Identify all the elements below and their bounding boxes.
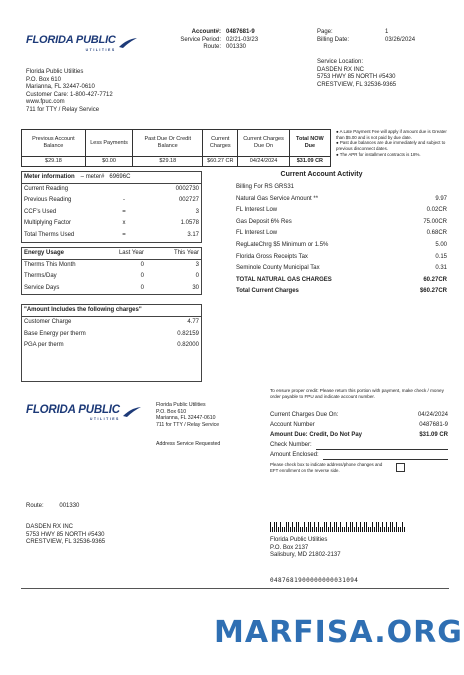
watermark-logo: MARFISA.ORG xyxy=(214,615,463,650)
usage-row xyxy=(22,260,201,272)
activity-row-value: 0.15 xyxy=(435,253,447,260)
barcode-bar xyxy=(328,527,329,532)
activity-row-label: Florida Gross Receipts Tax xyxy=(236,253,308,260)
barcode-bar xyxy=(270,522,271,532)
payment-address-line: Florida Public Utilities xyxy=(270,537,328,543)
account-header xyxy=(170,29,258,52)
barcode-bar xyxy=(404,527,405,532)
barcode-bar xyxy=(300,527,301,532)
summary-header: Previous Account Balance xyxy=(22,130,86,157)
stub-brand-logo xyxy=(26,403,141,422)
barcode-bar xyxy=(368,527,369,532)
customer-line: CRESTVIEW, FL 32536-9365 xyxy=(26,539,106,545)
barcode-bar xyxy=(346,522,347,532)
usage-row-last: 0 xyxy=(140,261,144,268)
barcode-bar xyxy=(374,527,375,532)
barcode-bar xyxy=(354,527,355,532)
brand-sub: UTILITIES xyxy=(85,47,116,52)
barcode-bar xyxy=(292,522,293,532)
included-row-label: PGA per therm xyxy=(24,342,64,349)
activity-row xyxy=(234,263,449,275)
meter-row-op: = xyxy=(122,232,126,239)
summary-header: Total NOW Due xyxy=(289,130,330,157)
stub-brand-name: FLORIDA PUBLIC xyxy=(26,404,120,416)
meter-row-op: = xyxy=(122,208,126,215)
brand-logo xyxy=(26,34,137,52)
late-fee-note: A Late Payment Fee will apply if amount due is Greater than $5.00 and is not paid by due date. xyxy=(336,129,447,140)
stub-due-label: Current Charges Due On: xyxy=(270,412,339,419)
barcode-bar xyxy=(362,527,363,532)
barcode-bar xyxy=(364,522,365,532)
activity-total-row xyxy=(234,275,449,287)
payment-address-line: P.O. Box 2137 xyxy=(270,544,309,551)
stub-brand-sub: UTILITIES xyxy=(89,417,120,422)
website-link[interactable]: www.fpuc.com xyxy=(26,99,65,105)
barcode-bar xyxy=(282,527,283,532)
summary-total-due: $31.09 CR xyxy=(289,157,330,167)
meter-row-value: 002727 xyxy=(178,197,199,204)
route-value: 001330 xyxy=(226,44,247,50)
activity-row-value: 75.00CR xyxy=(423,218,447,225)
stub-route-label: Route: xyxy=(26,503,44,509)
barcode-bar xyxy=(336,522,337,532)
meter-row-label: Total Therms Used xyxy=(24,232,75,239)
brand-swoosh-icon xyxy=(119,37,137,49)
meter-row-label: Previous Reading xyxy=(24,197,72,204)
energy-usage-box xyxy=(21,247,202,295)
stub-due-row xyxy=(270,411,448,421)
barcode-bar xyxy=(312,527,313,532)
service-location xyxy=(317,59,396,89)
stub-remit-address xyxy=(156,402,220,448)
stub-brand-swoosh-icon xyxy=(123,406,141,418)
account-value: 0487681-9 xyxy=(226,29,255,35)
barcode-bar xyxy=(272,527,273,532)
barcode-bar xyxy=(302,527,303,532)
barcode-bar xyxy=(394,527,395,532)
usage-row xyxy=(22,283,201,295)
balance-summary-table xyxy=(21,129,331,167)
summary-header-row xyxy=(22,130,331,157)
included-title: "Amount Includes the following charges" xyxy=(24,306,142,313)
meter-row-value: 3 xyxy=(195,208,199,215)
activity-title: Current Account Activity xyxy=(280,171,363,178)
payment-notes: ● A Late Payment Fee will apply if amount due is Greater than $5.00 and is not paid by due date. ● Past due balances are due immediately and subject to previous disconnect dates. ● The APR for installment contracts is 18%. xyxy=(336,129,447,157)
barcode-bar xyxy=(308,522,309,532)
barcode-bar xyxy=(274,522,275,532)
activity-row-value: 9.97 xyxy=(435,195,447,202)
barcode-bar xyxy=(376,522,377,532)
billing-date-label: Billing Date: xyxy=(317,36,350,43)
utility-address-line: Marianna, FL 32447-0610 xyxy=(26,84,95,90)
remit-line: 711 for TTY / Relay Service xyxy=(156,421,220,428)
barcode-bar xyxy=(332,527,333,532)
meter-row-value: 0002730 xyxy=(175,185,199,192)
barcode-bar xyxy=(384,527,385,532)
meter-row-label: Multiplying Factor xyxy=(24,220,72,227)
meter-row xyxy=(22,218,201,230)
included-row xyxy=(22,317,201,329)
barcode-bar xyxy=(324,522,325,532)
customer-care-phone: Customer Care: 1-800-427-7712 xyxy=(26,91,113,98)
remit-line: Florida Public Utilities xyxy=(156,402,206,408)
barcode-bar xyxy=(334,522,335,532)
route-label: Route: xyxy=(203,44,221,50)
summary-header: Current Charges Due On xyxy=(238,130,290,157)
usage-row-last: 0 xyxy=(140,273,144,280)
barcode-bar xyxy=(398,527,399,532)
meter-row-value: 1.0578 xyxy=(180,220,199,227)
address-service-requested: Address Service Requested xyxy=(156,441,221,447)
stub-checkbox-text: Please check box to indicate address/phone changes and EFT enrollment on the reverse side. xyxy=(270,462,383,473)
usage-row-label: Service Days xyxy=(24,284,60,291)
barcode-bar xyxy=(382,522,383,532)
barcode-bar xyxy=(358,527,359,532)
meter-row-op: x xyxy=(122,220,126,227)
stub-payment-address xyxy=(270,537,341,560)
stub-account-row xyxy=(270,421,448,431)
service-location-line: CRESTVIEW, FL 32536-9365 xyxy=(317,81,397,88)
activity-row-value: $60.27CR xyxy=(419,288,447,295)
page-label: Page: xyxy=(317,29,333,35)
summary-value: $0.00 xyxy=(85,157,132,167)
barcode-bar xyxy=(344,527,345,532)
meter-info-box xyxy=(21,171,202,243)
stub-customer-address xyxy=(26,524,105,547)
included-row-value: 4.77 xyxy=(187,319,199,326)
barcode-bar xyxy=(286,522,287,532)
account-activity xyxy=(234,171,449,298)
service-location-line: DASDEN RX INC xyxy=(317,66,365,73)
apr-note: The APR for installment contracts is 18%. xyxy=(339,151,421,157)
barcode-bar xyxy=(288,522,289,532)
barcode-bar xyxy=(340,522,341,532)
meter-row xyxy=(22,230,201,242)
stub-enclosed-row xyxy=(270,451,448,461)
meter-row xyxy=(22,207,201,219)
summary-value: $29.18 xyxy=(22,157,86,167)
included-row-value: 0.82159 xyxy=(177,330,199,337)
barcode-bar xyxy=(378,522,379,532)
activity-row xyxy=(234,228,449,240)
utility-address-line: Florida Public Utilities xyxy=(26,69,84,75)
usage-row-this: 3 xyxy=(195,261,199,268)
activity-row-label: FL Interest Low xyxy=(236,230,278,237)
brand-name: FLORIDA PUBLIC xyxy=(26,34,116,46)
stub-amount-row xyxy=(270,431,448,441)
usage-header xyxy=(22,248,201,260)
activity-row-value: 0.02CR xyxy=(426,207,447,214)
barcode-bar xyxy=(402,522,403,532)
barcode-bar xyxy=(284,527,285,532)
barcode-bar xyxy=(320,527,321,532)
stub-payment-info xyxy=(270,411,448,473)
barcode-bar xyxy=(304,522,305,532)
included-row-label: Base Energy per therm xyxy=(24,330,86,337)
barcode-bar xyxy=(396,522,397,532)
barcode-bar xyxy=(290,527,291,532)
summary-header: Less Payments xyxy=(85,130,132,157)
barcode-bar xyxy=(322,527,323,532)
usage-header-this-year: This Year xyxy=(173,249,199,256)
barcode-bar xyxy=(296,522,297,532)
usage-row-last: 0 xyxy=(140,284,144,291)
usage-row-label: Therms/Day xyxy=(24,273,57,280)
activity-row xyxy=(234,240,449,252)
included-header xyxy=(22,305,201,317)
barcode-bar xyxy=(342,527,343,532)
utility-address-line: 711 for TTY / Relay Service xyxy=(26,106,100,113)
barcode-bar xyxy=(318,522,319,532)
barcode-bar xyxy=(350,522,351,532)
barcode-bar xyxy=(372,522,373,532)
meter-row xyxy=(22,184,201,196)
barcode-bar xyxy=(360,522,361,532)
barcode-bar xyxy=(326,522,327,532)
meter-row-op: - xyxy=(123,197,125,204)
usage-header-last-year: Last Year xyxy=(118,249,144,256)
stub-account-value: 0487681-9 xyxy=(419,422,448,429)
activity-row xyxy=(234,194,449,206)
barcode-bar xyxy=(330,522,331,532)
meter-row xyxy=(22,195,201,207)
activity-row-label: FL Interest Low xyxy=(236,207,278,214)
utility-address xyxy=(26,69,113,114)
stub-checkbox-row xyxy=(270,462,448,473)
stub-instructions: To ensure proper credit: Please return this portion with payment, make check / money order payable to FPU and indicate account number. xyxy=(270,388,444,399)
activity-row-value: 0.68CR xyxy=(426,230,447,237)
barcode-bar xyxy=(348,527,349,532)
barcode-bar xyxy=(306,527,307,532)
usage-row-label: Therms This Month xyxy=(24,261,76,268)
service-location-line: 5753 HWY 85 NORTH #5430 xyxy=(317,74,396,80)
usage-row xyxy=(22,271,201,283)
barcode-bar xyxy=(310,522,311,532)
billing-header xyxy=(317,29,415,44)
stub-amount-value: $31.09 CR xyxy=(419,432,448,439)
activity-row-label: RegLateChrg $5 Minimum or 1.5% xyxy=(236,242,329,249)
activity-row xyxy=(234,205,449,217)
check-number-input[interactable] xyxy=(316,443,448,450)
stub-account-label: Account Number xyxy=(270,422,315,429)
included-row xyxy=(22,329,201,341)
summary-value-row xyxy=(22,157,331,167)
barcode-bar xyxy=(380,527,381,532)
barcode-bar xyxy=(298,522,299,532)
activity-row-label: Natural Gas Service Amount ** xyxy=(236,195,319,202)
barcode-bar xyxy=(400,527,401,532)
remit-line: P.O. Box 610 xyxy=(156,408,187,415)
payment-address-line: Salisbury, MD 21802-2137 xyxy=(270,552,341,558)
meter-row-label: Current Reading xyxy=(24,185,69,192)
barcode-bar xyxy=(276,522,277,532)
activity-row-value: 60.27CR xyxy=(423,276,447,283)
activity-total-row xyxy=(234,286,449,298)
activity-row-value: 5.00 xyxy=(435,242,447,249)
meter-label: meter# xyxy=(85,173,105,180)
stub-route xyxy=(26,503,79,511)
meter-row-value: 3.17 xyxy=(187,232,199,239)
barcode-bar xyxy=(356,522,357,532)
barcode-bar xyxy=(338,527,339,532)
meter-row-label: CCF's Used xyxy=(24,208,57,215)
barcode-bar xyxy=(316,527,317,532)
barcode-bar xyxy=(314,522,315,532)
summary-header: Past Due Or Credit Balance xyxy=(133,130,203,157)
activity-row-label: Billing For RS GRS31 xyxy=(236,184,295,191)
stub-check-row xyxy=(270,441,448,451)
activity-row xyxy=(234,252,449,264)
summary-value: 04/24/2024 xyxy=(238,157,290,167)
included-charges-box xyxy=(21,304,202,382)
period-value: 02/21-03/23 xyxy=(226,36,259,43)
stub-check-label: Check Number: xyxy=(270,442,312,449)
activity-row xyxy=(234,182,449,194)
service-location-label: Service Location: xyxy=(317,59,364,65)
divider xyxy=(21,588,449,589)
meter-title: Meter information xyxy=(24,173,75,180)
stub-amount-label: Amount Due: Credit, Do Not Pay xyxy=(270,432,363,439)
activity-row-label: Gas Deposit 6% Res xyxy=(236,218,292,225)
account-label: Account#: xyxy=(191,29,221,35)
activity-row-value: 0.31 xyxy=(435,265,447,272)
barcode-bar xyxy=(388,527,389,532)
meter-header: Meter information – meter# 69696C xyxy=(22,172,201,184)
utility-address-line: P.O. Box 610 xyxy=(26,76,61,83)
barcode-bar xyxy=(390,522,391,532)
barcode-bar xyxy=(386,522,387,532)
stub-route-value: 001330 xyxy=(59,503,80,509)
summary-header: Current Charges xyxy=(203,130,238,157)
activity-row-label: Seminole County Municipal Tax xyxy=(236,265,320,272)
barcode-bar xyxy=(294,527,295,532)
barcode-bar xyxy=(370,527,371,532)
scanline: 0487681900000000031094 xyxy=(270,577,359,584)
address-change-checkbox[interactable] xyxy=(396,463,405,472)
barcode-bar xyxy=(366,522,367,532)
activity-row-label: Total Current Charges xyxy=(236,288,299,295)
barcode-bar xyxy=(352,522,353,532)
customer-line: 5753 HWY 85 NORTH #5430 xyxy=(26,531,105,538)
postal-barcode xyxy=(270,520,405,532)
amount-enclosed-input[interactable] xyxy=(323,453,448,460)
stub-due-value: 04/24/2024 xyxy=(417,412,448,419)
billing-date-value: 03/26/2024 xyxy=(385,36,416,43)
page-value: 1 xyxy=(385,29,389,35)
activity-row xyxy=(234,217,449,229)
barcode-bar xyxy=(280,522,281,532)
customer-line: DASDEN RX INC xyxy=(26,524,74,530)
activity-row-label: TOTAL NATURAL GAS CHARGES xyxy=(236,276,332,283)
period-label: Service Period: xyxy=(180,36,221,43)
usage-row-this: 30 xyxy=(192,284,199,291)
meter-number: 69696C xyxy=(109,173,131,180)
stub-enclosed-label: Amount Enclosed: xyxy=(270,452,319,459)
usage-row-this: 0 xyxy=(195,273,199,280)
remit-line: Marianna, FL 32447-0610 xyxy=(156,415,216,421)
summary-value: $29.18 xyxy=(133,157,203,167)
summary-value: $60.27 CR xyxy=(203,157,238,167)
past-due-note: Past due balances are due immediately and subject to previous disconnect dates. xyxy=(336,140,446,152)
barcode-bar xyxy=(278,527,279,532)
included-row-label: Customer Charge xyxy=(24,319,72,326)
barcode-bar xyxy=(392,522,393,532)
included-row-value: 0.82000 xyxy=(177,342,199,349)
included-row xyxy=(22,340,201,352)
usage-header-label: Energy Usage xyxy=(24,249,65,256)
